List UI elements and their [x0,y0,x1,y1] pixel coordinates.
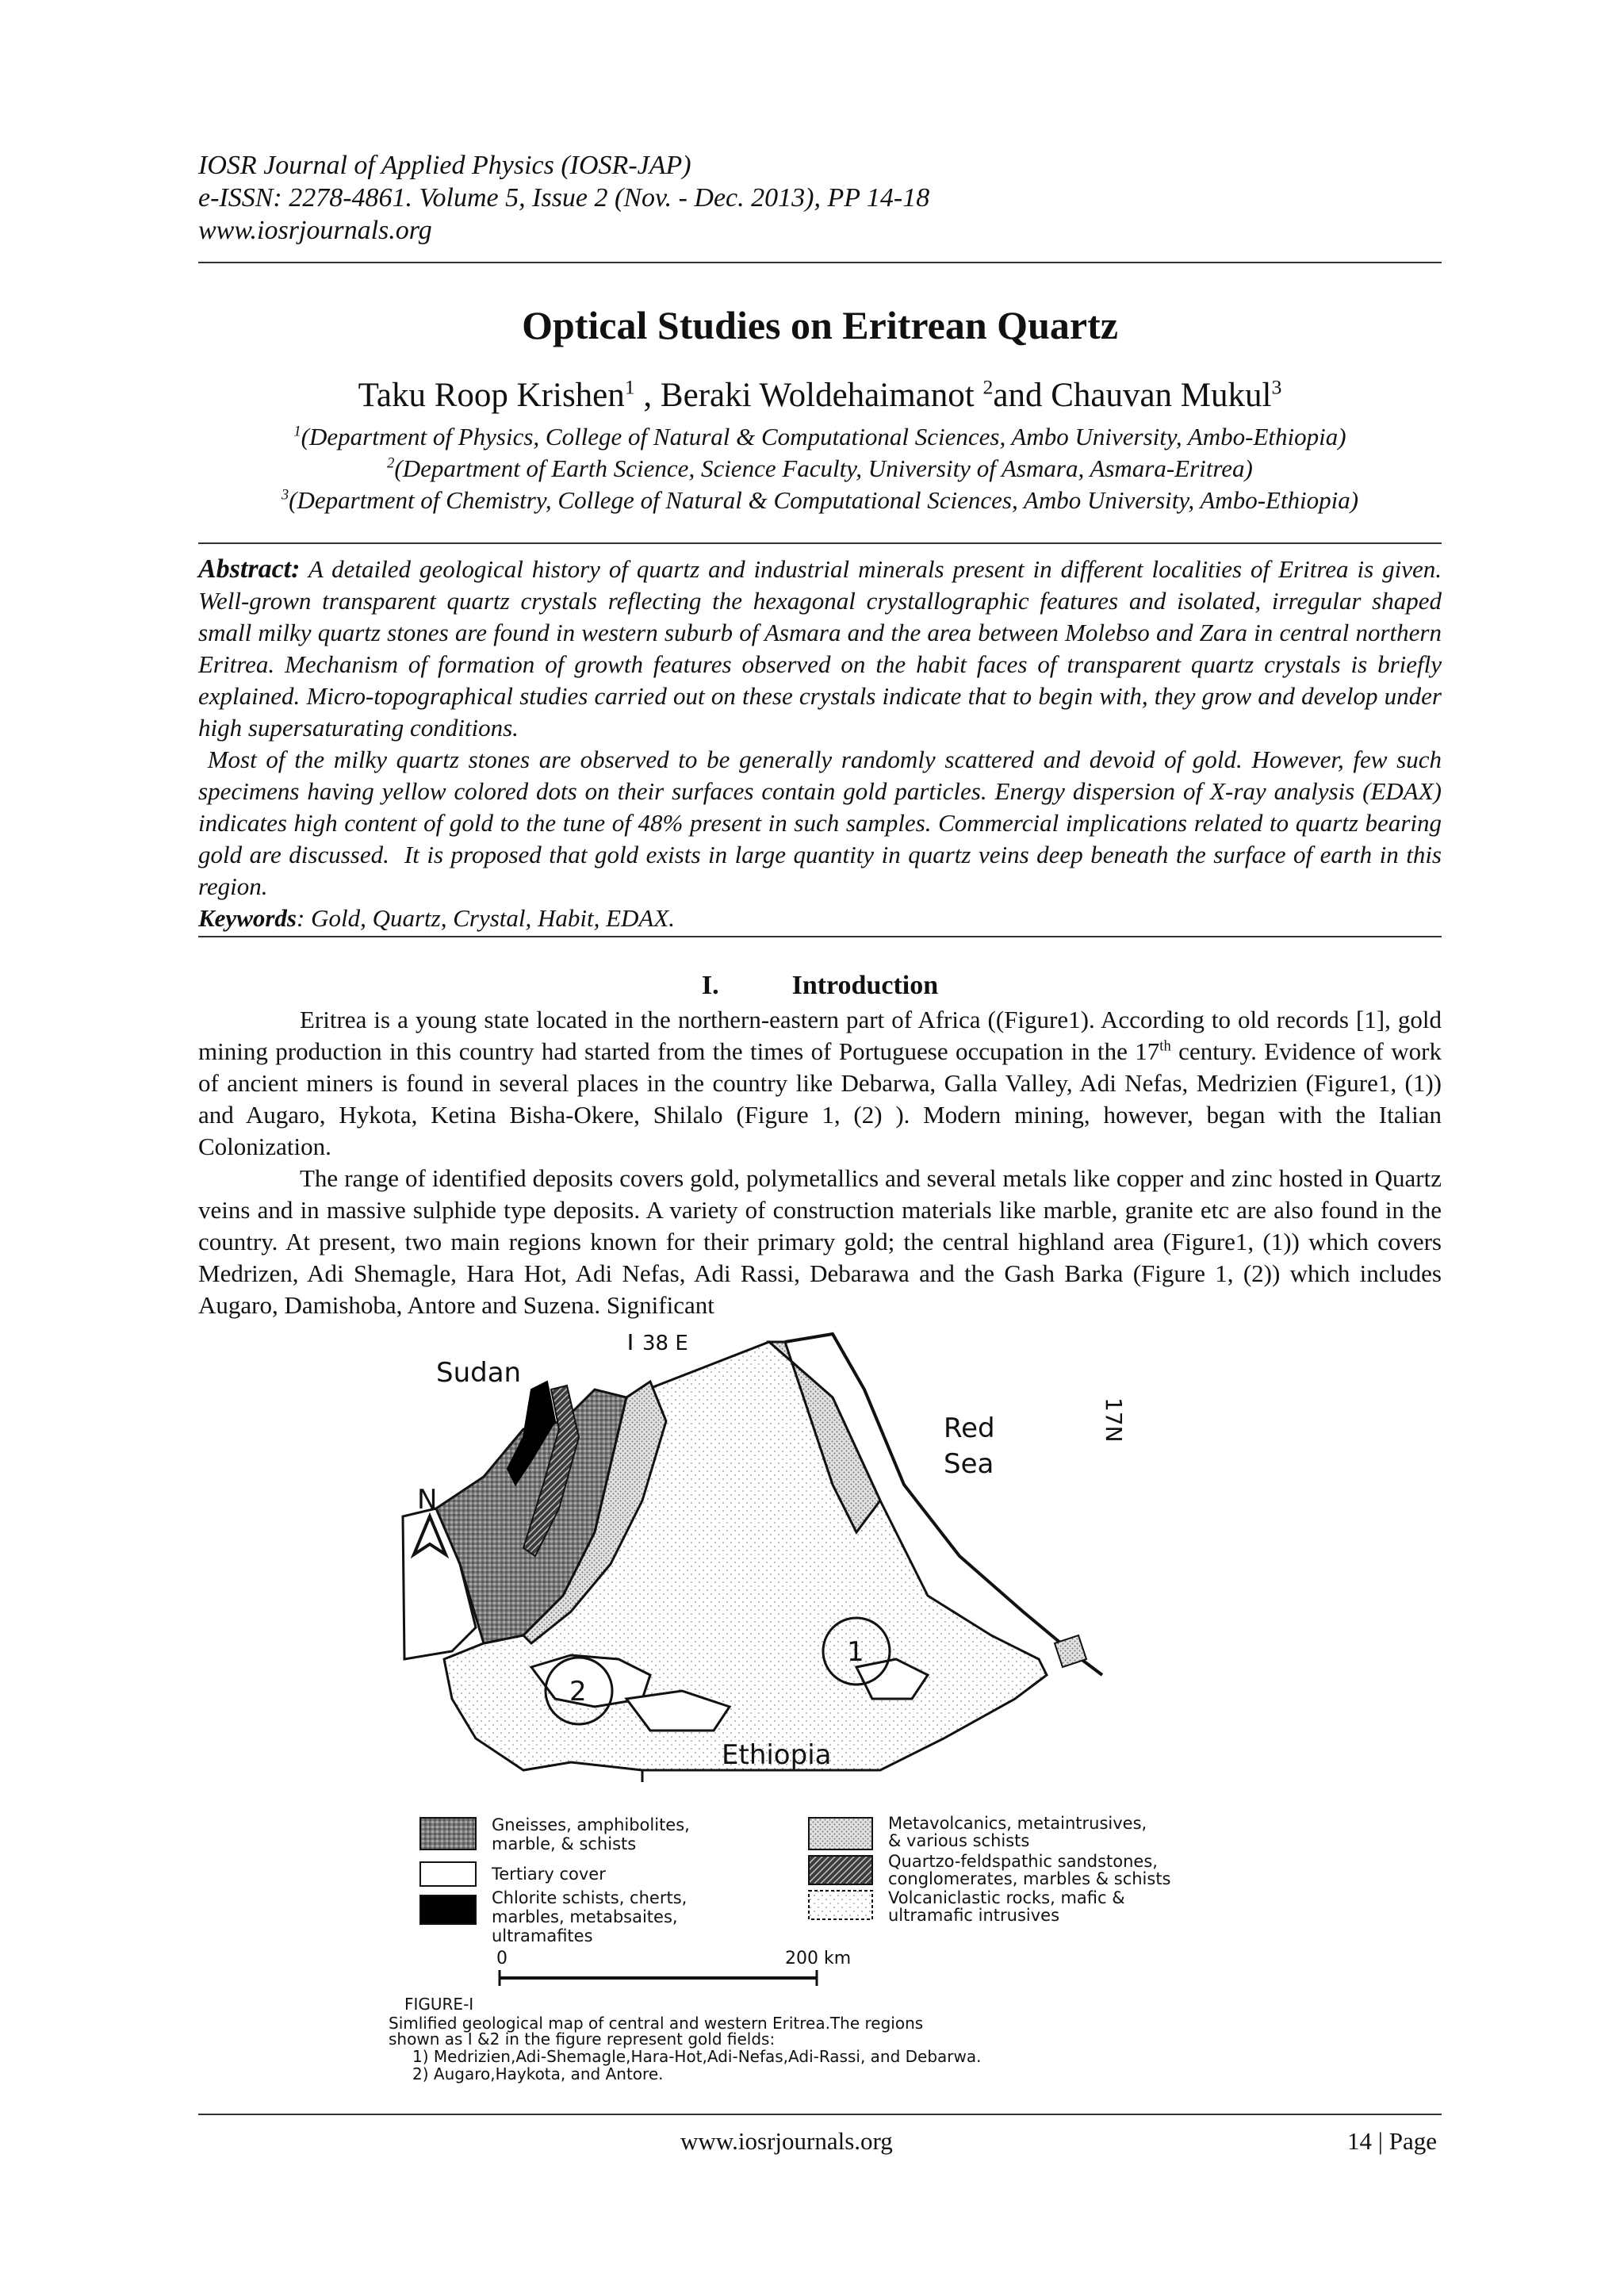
intro-p1-text-a: Eritrea is a young state located in the northern-eastern part of Africa ((Figure1). According to old records [1], gold mining production in this country had started from the times of Portuguese occupation in the 17 [198,1006,1442,1065]
affiliation-2-text: (Department of Earth Science, Science Faculty, University of Asmara, Asmara-Eritrea) [394,454,1253,482]
affiliation-2 [198,454,1442,484]
affiliation-1-text: (Department of Physics, College of Natural & Computational Sciences, Ambo University, Ambo-Ethiopia) [301,423,1346,450]
label-north: N [417,1484,438,1516]
scale-end: 200 km [785,1949,852,1968]
figure-caption [389,1995,982,2083]
legend-gneisses-line-1: Gneisses, amphibolites, [492,1815,690,1834]
journal-name: IOSR Journal of Applied Physics (IOSR-JAP) [198,151,691,180]
legend-chlorite-line-3: ultramafites [492,1926,593,1945]
intro-paragraph-1 [198,1004,1442,1163]
affiliation-1 [198,422,1442,452]
caption-line-1: Simlified geological map of central and western Eritrea.The regions [389,2014,924,2033]
affiliation-3-text: (Department of Chemistry, College of Natural & Computational Sciences, Ambo University, Ambo-Ethiopia) [289,486,1359,514]
legend-quartzo-line-1: Quartzo-feldspathic sandstones, [888,1852,1158,1871]
caption-label: FIGURE-I [404,1995,474,2014]
paper-title: Optical Studies on Eritrean Quartz [522,303,1118,347]
figure-1 [389,1326,1245,2103]
caption-line-4: 2) Augaro,Haykota, and Antore. [412,2064,664,2083]
legend-meta-line-2: & various schists [888,1831,1030,1850]
author-1-sup: 1 [624,375,635,399]
label-longitude: 38 E [642,1332,688,1355]
legend-volcani-line-1: Volcaniclastic rocks, mafic & [888,1888,1125,1907]
intro-p1-text-b: century. Evidence of work of ancient miners is found in several places in the country like Debarwa, Galla Valley, Adi Nefas, Medrizien (Figure1, (1)) and Augaro, Hykota, Ketina Bisha-Okere, Shilalo (Figure 1, (2) ). Modern mining, however, began with the Italian Colonization. [198,1037,1442,1160]
section-title: Introduction [791,971,939,1000]
legend-swatch-quartzo [809,1856,872,1884]
footer-rule [198,2114,1442,2115]
introduction-body [198,1004,1442,1321]
affiliation-3-sup: 3 [281,486,289,504]
legend-swatch-gneisses [420,1818,476,1849]
section-number: I. [701,971,719,1000]
label-red: Red [944,1412,995,1444]
scale-zero: 0 [496,1949,508,1968]
author-2-sup: 2 [982,375,994,399]
keywords [198,903,1442,934]
legend-tertiary: Tertiary cover [492,1865,606,1884]
intro-paragraph-2: The range of identified deposits covers gold, polymetallics and several metals like copper and zinc hosted in Quartz veins and in massive sulphide type deposits. A variety of construction materials like marble, granite etc are also found in the country. At present, two main regions known for their primary gold; the central highland area (Figure1, (1)) which covers Medrizen, Adi Shemagle, Hara Hot, Adi Nefas, Adi Rassi, Debarawa and the Gash Barka (Figure 1, (2)) which includes Augaro, Damishoba, Antore and Suzena. Significant [198,1164,1442,1319]
map-legend [420,1814,1171,1945]
caption-line-3: 1) Medrizien,Adi-Shemagle,Hara-Hot,Adi-Nefas,Adi-Rassi, and Debarwa. [412,2047,982,2066]
author-1: Taku Roop Krishen [358,377,625,414]
abstract [198,554,1448,934]
caption-line-2: shown as I &2 in the figure represent gold fields: [389,2030,776,2049]
label-ethiopia: Ethiopia [722,1739,832,1771]
author-2: Beraki Woldehaimanot [660,377,983,414]
abstract-paragraph-1 [198,554,1442,744]
legend-chlorite-line-1: Chlorite schists, cherts, [492,1888,688,1907]
abstract-paragraph-2: Most of the milky quartz stones are observed to be generally randomly scattered and devoid of gold. However, few such specimens having yellow colored dots on their surfaces contain gold particles. Energy dispersion of X-ray analysis (EDAX) indicates high content of gold to the tune of 48% present in such samples. Commercial implications related to quartz bearing gold are discussed. It is proposed that gold exists in large quantity in quartz veins deep beneath the surface of earth in this region. [198,746,1448,900]
legend-meta-line-1: Metavolcanics, metaintrusives, [888,1814,1147,1833]
label-sudan: Sudan [436,1357,522,1389]
abstract-rule-bottom [198,936,1442,937]
header-rule [198,262,1442,263]
abstract-rule-top [198,542,1442,544]
journal-header [198,149,929,247]
footer-website[interactable]: www.iosrjournals.org [680,2127,893,2155]
author-3-sup: 3 [1271,375,1282,399]
keywords-label: Keywords [198,904,297,932]
author-line [198,376,1442,416]
affiliation-3 [198,485,1442,516]
geological-map [389,1326,1245,2103]
label-region-2: 2 [569,1676,587,1708]
abstract-text-1: A detailed geological history of quartz and industrial minerals present in different localities of Eritrea is given. Well-grown transparent quartz crystals reflecting the hexagonal crystallographic features and isolated, irregular shaped small milky quartz stones are found in western suburb of Asmara and the area between Molebso and Zara in central northern Eritrea. Mechanism of formation of growth features observed on the habit faces of transparent quartz crystals is briefly explained. Micro-topographical studies carried out on these crystals indicate that to begin with, they grow and develop under high supersaturating conditions. [198,555,1442,742]
legend-gneisses-line-2: marble, & schists [492,1834,637,1853]
legend-chlorite-line-2: marbles, metabsaites, [492,1907,678,1926]
legend-swatch-tertiary [420,1862,476,1886]
affiliation-2-sup: 2 [387,454,395,472]
legend-volcani-line-2: ultramafic intrusives [888,1906,1060,1925]
abstract-label: Abstract: [198,554,301,584]
keywords-text: : Gold, Quartz, Crystal, Habit, EDAX. [297,904,676,932]
affiliation-1-sup: 1 [293,423,301,440]
section-heading [198,969,1442,1002]
map-shapes [403,1334,1102,1782]
label-latitude: 17N [1101,1397,1127,1443]
legend-swatch-volcaniclastic [809,1891,872,1919]
journal-website[interactable]: www.iosrjournals.org [198,216,432,245]
label-sea: Sea [944,1448,994,1480]
issn-line: e-ISSN: 2278-4861. Volume 5, Issue 2 (Nov. - Dec. 2013), PP 14-18 [198,183,930,213]
author-3: and Chauvan Mukul [993,377,1272,414]
legend-swatch-chlorite [420,1895,476,1924]
footer-page-number: 14 | Page [1347,2127,1437,2155]
legend-swatch-metavolcanics [809,1818,872,1849]
scale-bar [496,1949,851,1986]
author-separator: , [634,377,661,414]
intro-p1-sup: th [1159,1037,1171,1055]
legend-quartzo-line-2: conglomerates, marbles & schists [888,1869,1171,1888]
label-region-1: 1 [847,1636,864,1668]
